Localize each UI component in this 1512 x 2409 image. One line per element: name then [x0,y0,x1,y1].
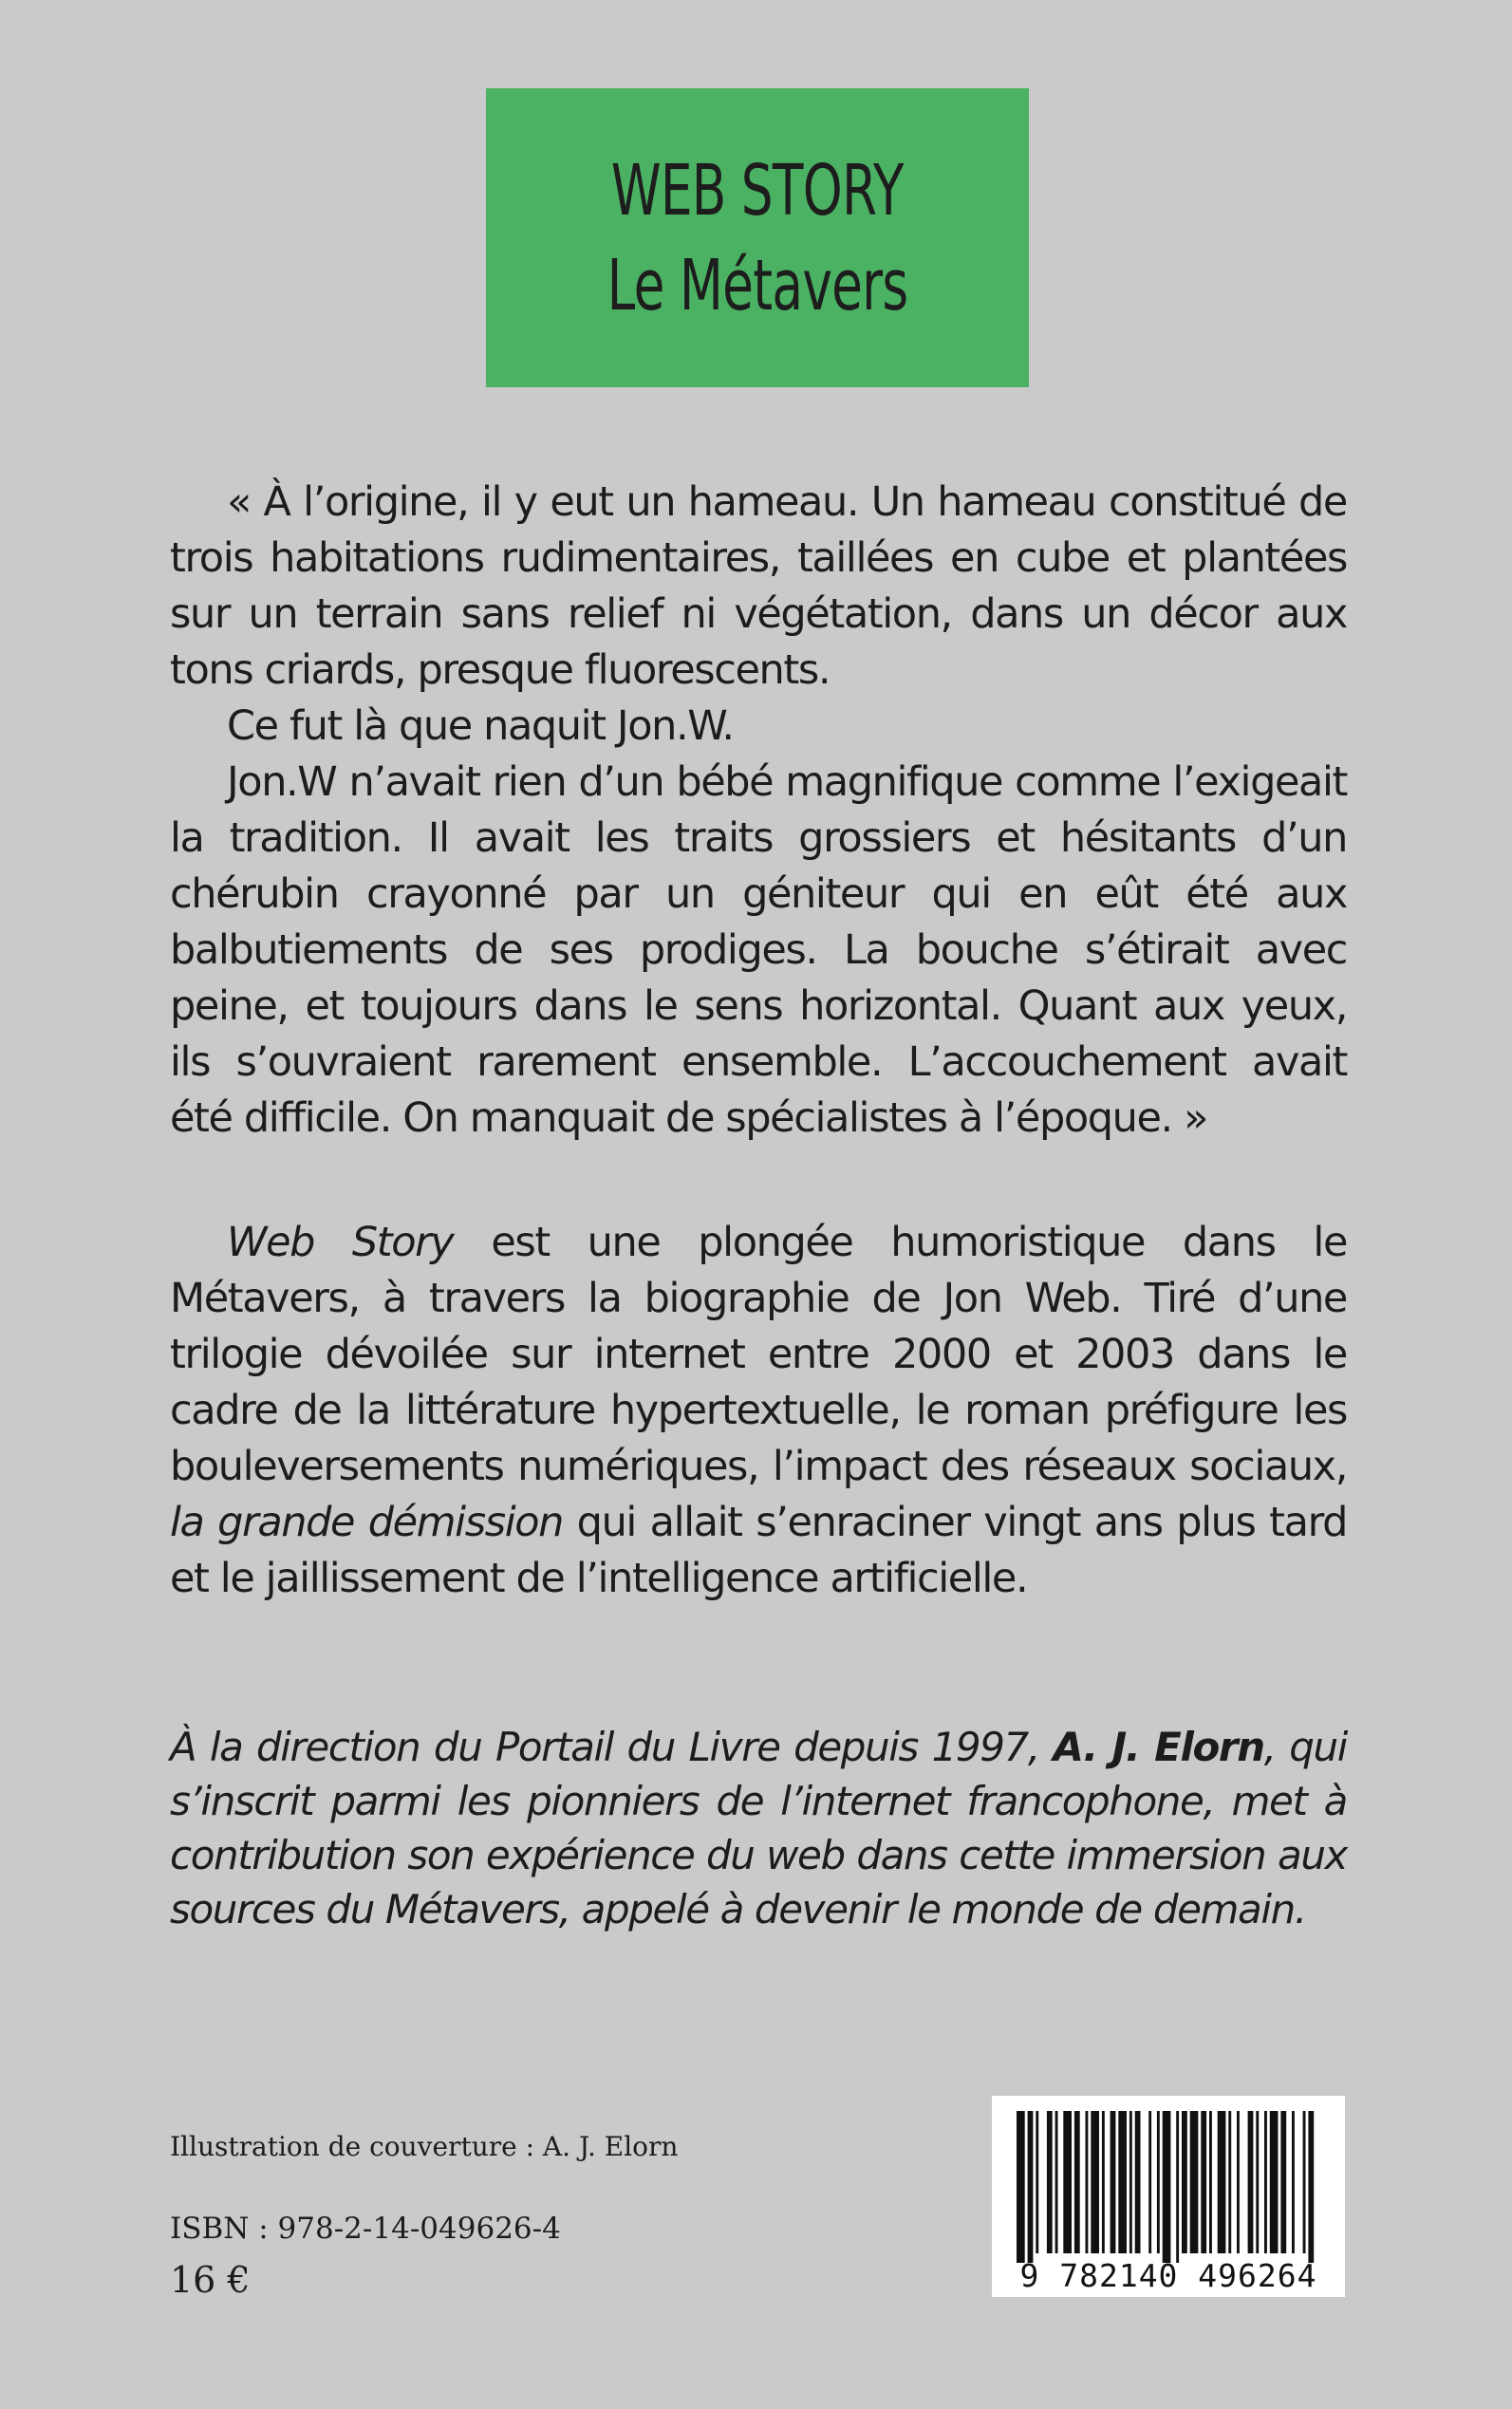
barcode-bar [1218,2111,1226,2253]
quote-paragraph: « À l’origine, il y eut un hameau. Un hameau constitué de trois habitations rudimentaires, taillées en cube et plantées sur un terrain sans relief ni végétation, dans un décor aux tons criards, presque fluorescents. [170,478,1347,694]
barcode-bar [1209,2111,1212,2253]
barcode-bar [1047,2111,1053,2253]
isbn: ISBN : 978-2-14-049626-4 [170,2212,561,2246]
barcode-bar [1248,2111,1254,2253]
barcode-bar [1237,2111,1240,2253]
excerpt-quote [170,475,1347,1147]
barcode-bar [1148,2111,1151,2253]
barcode-bar [1091,2111,1099,2253]
illustration-credit: Illustration de couverture : A. J. Elorn [170,2131,679,2162]
barcode-bar [1028,2111,1034,2263]
barcode-bar [1176,2111,1179,2263]
barcode-bar [1135,2111,1141,2253]
barcode-bar [1228,2111,1231,2253]
barcode-bar [1190,2111,1199,2253]
barcode-bar [1086,2111,1089,2253]
barcode-bar [1074,2111,1080,2253]
description-text-1: est une plongée humoristique dans le Métavers, à travers la biographie de Jon Web. Tiré d’une trilogie dévoilée sur internet entre 2000 et 2003 dans le cadre de la littérature hypertextuelle, le roman préfigure les bouleversements numériques, l’impact des réseaux sociaux, [170,1219,1348,1490]
barcode-bar [1102,2111,1105,2253]
barcode [992,2096,1345,2297]
price: 16 € [170,2259,251,2301]
barcode-bar [1270,2111,1279,2253]
description-paragraph [170,1215,1347,1607]
description-title: Web Story [227,1219,454,1266]
author-name: A. J. Elorn [1053,1724,1264,1770]
barcode-bar [1129,2111,1132,2253]
barcode-bar [1118,2111,1127,2253]
author-bio-after: , qui s’inscrit parmi les pionniers de l’internet francophone, met à contribution son expérience du web dans cette immersion aux sources du Métavers, appelé à devenir le monde de demain. [170,1724,1347,1933]
barcode-bar [1201,2111,1206,2253]
barcode-bar [1182,2111,1187,2253]
barcode-digits: 9 782140 496264 [1019,2257,1317,2294]
description-italic-phrase: la grande démission [170,1499,564,1546]
barcode-bar [1157,2111,1160,2253]
book-description [170,1215,1347,1607]
barcode-bar [1256,2111,1259,2253]
author-bio [170,1720,1347,1936]
barcode-bar [1036,2111,1038,2253]
barcode-bar [1303,2111,1306,2253]
author-bio-before: À la direction du Portail du Livre depuis 1997, [170,1724,1054,1770]
barcode-bar [1308,2111,1314,2263]
barcode-bar [1063,2111,1072,2253]
title-line-2: Le Métavers [607,244,908,327]
title-line-1: WEB STORY [611,149,904,232]
barcode-bar [1111,2111,1116,2253]
barcode-bar [1163,2111,1171,2263]
barcode-bar [1017,2111,1025,2263]
title-box [486,88,1029,387]
barcode-bar [1280,2111,1286,2253]
quote-paragraph: Ce fut là que naquit Jon.W. [227,702,734,750]
barcode-bar [1055,2111,1058,2253]
barcode-bar [1292,2111,1295,2253]
quote-paragraph: Jon.W n’avait rien d’un bébé magnifique comme l’exigeait la tradition. Il avait les traits grossiers et hésitants d’un chérubin crayonné par un géniteur qui en eût été aux balbutiements de ses prodiges. La bouche s’étirait avec peine, et toujours dans le sens horizontal. Quant aux yeux, ils s’ouvraient rarement ensemble. L’accouchement avait été difficile. On manquait de spécialistes à l’époque. » [170,758,1347,1142]
description-text-2: qui allait s’enraciner vingt ans plus tard et le jaillissement de l’intelligence artificielle. [170,1499,1347,1602]
barcode-bar [1264,2111,1267,2253]
